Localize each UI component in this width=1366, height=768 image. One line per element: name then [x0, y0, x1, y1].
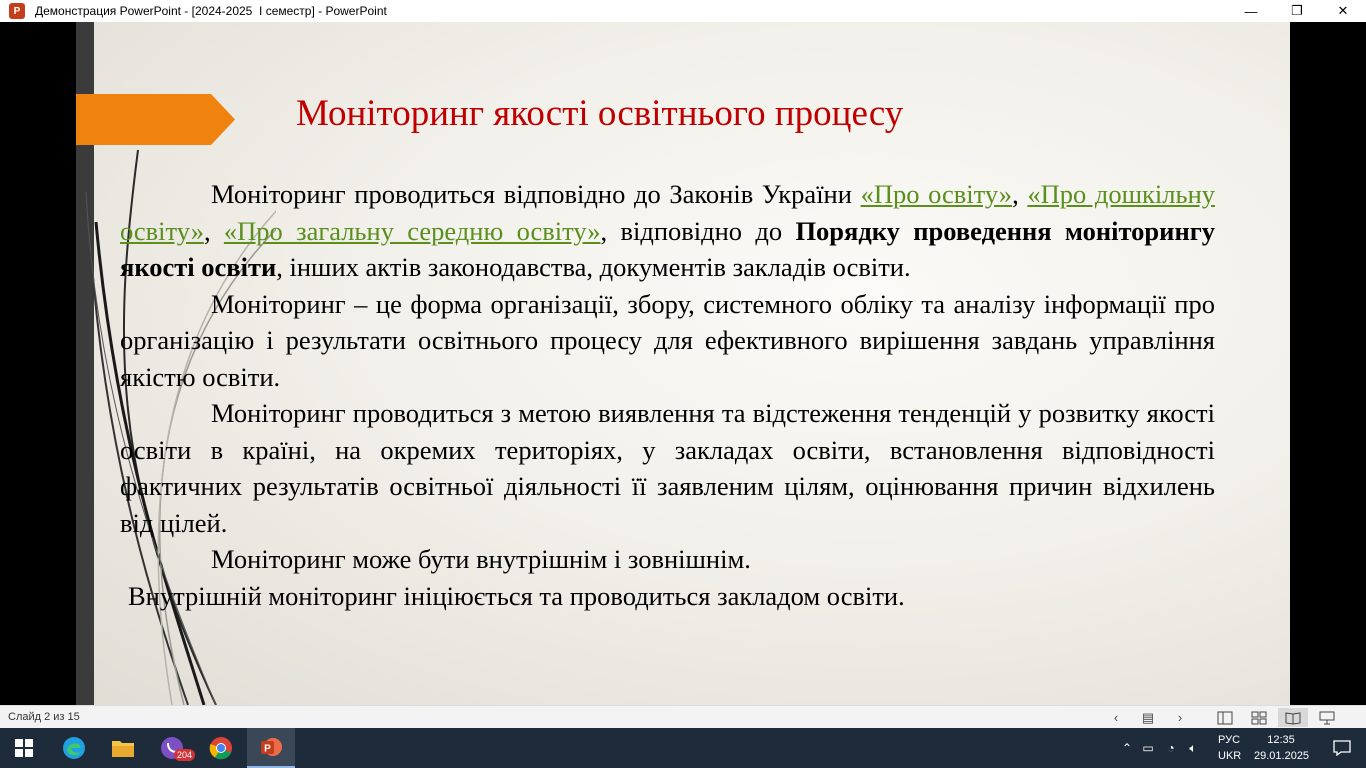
paragraph-laws	[120, 176, 1215, 286]
viber-icon[interactable]	[148, 728, 196, 768]
link-law-secondary-education[interactable]: «Про загальну середню освіту»	[223, 215, 601, 246]
language-code: РУС	[1218, 734, 1241, 746]
slideshow-icon[interactable]	[1312, 708, 1342, 727]
text-span: ,	[203, 215, 224, 246]
chevron-up-icon[interactable]: ⌃	[1121, 741, 1133, 755]
paragraph-internal: Внутрішній моніторинг ініціюється та проводиться закладом освіти.	[128, 580, 905, 611]
notifications-icon[interactable]	[1318, 728, 1366, 768]
language-indicator[interactable]	[1218, 732, 1241, 764]
text-span: , інших актів законодавства, документів закладів освіти.	[276, 252, 911, 282]
file-explorer-icon[interactable]	[99, 728, 147, 768]
window-controls	[1228, 0, 1366, 22]
reading-view-icon[interactable]	[1278, 708, 1308, 727]
close-button[interactable]: ✕	[1337, 3, 1349, 18]
windows-start-icon[interactable]	[0, 728, 48, 768]
status-bar	[0, 705, 1366, 729]
clock-time: 12:35	[1267, 734, 1295, 746]
svg-text:P: P	[264, 743, 271, 755]
viber-notification-badge: 204	[174, 749, 195, 761]
clock-date: 29.01.2025	[1254, 750, 1310, 762]
slide-title: Моніторинг якості освітнього процесу	[296, 93, 904, 134]
slide-sorter-icon[interactable]	[1244, 708, 1274, 727]
paragraph-types: Моніторинг може бути внутрішнім і зовнішнім.	[211, 544, 751, 574]
text-span: ,	[1012, 179, 1028, 209]
text-span: , відповідно до	[600, 215, 796, 246]
paragraph-purpose: Моніторинг проводиться з метою виявлення та відстеження тенденцій у розвитку якості освіти в країні, на окремих територіях, у закладах освіти, встановлення відповідності фактичних результатів освітньої діяльності її заявленим цілям, оцінювання причин відхилень від цілей.	[120, 398, 1215, 538]
network-icon[interactable]: ◔	[1167, 741, 1175, 755]
orange-arrow-shape	[76, 94, 235, 145]
window-title: Демонстрация PowerPoint - [2024-2025 I семестр] - PowerPoint	[35, 4, 387, 18]
next-slide-button[interactable]: ›	[1177, 710, 1183, 725]
window-titlebar	[0, 0, 1366, 22]
system-tray	[1118, 728, 1204, 768]
powerpoint-app-icon[interactable]: P	[9, 3, 25, 19]
bold-procedure-text: Порядку проведення моніторингу якості освіти	[120, 215, 1215, 282]
slide[interactable]	[76, 22, 1290, 705]
battery-icon[interactable]: ▭	[1142, 741, 1154, 755]
normal-view-icon[interactable]	[1210, 708, 1240, 727]
powerpoint-icon[interactable]	[247, 728, 295, 768]
slide-counter: Слайд 2 из 15	[8, 711, 80, 723]
windows-taskbar	[0, 728, 1366, 768]
volume-icon[interactable]: 🔈︎	[1189, 740, 1197, 755]
minimize-button[interactable]: —	[1244, 3, 1258, 19]
slide-body	[120, 176, 1215, 614]
text-span: Моніторинг проводиться відповідно до Законів України	[211, 179, 861, 209]
view-controls	[1210, 708, 1342, 727]
slide-navigation	[1104, 708, 1192, 727]
edge-icon[interactable]	[50, 728, 98, 768]
maximize-button[interactable]: ❐	[1291, 3, 1303, 18]
slide-menu-button[interactable]: ▤	[1141, 709, 1155, 725]
slideshow-area[interactable]	[0, 22, 1366, 705]
previous-slide-button[interactable]: ‹	[1113, 710, 1119, 725]
link-law-preschool-education[interactable]: «Про дошкільну освіту»	[120, 179, 1215, 246]
clock[interactable]	[1254, 732, 1308, 764]
keyboard-layout: UKR	[1218, 750, 1242, 762]
chrome-icon[interactable]	[197, 728, 245, 768]
paragraph-definition: Моніторинг – це форма організації, збору, системного обліку та аналізу інформації про організацію і результати освітнього процесу для ефективного вирішення завдань управління якістю освіти.	[120, 288, 1215, 392]
link-law-education[interactable]: «Про освіту»	[860, 179, 1013, 209]
